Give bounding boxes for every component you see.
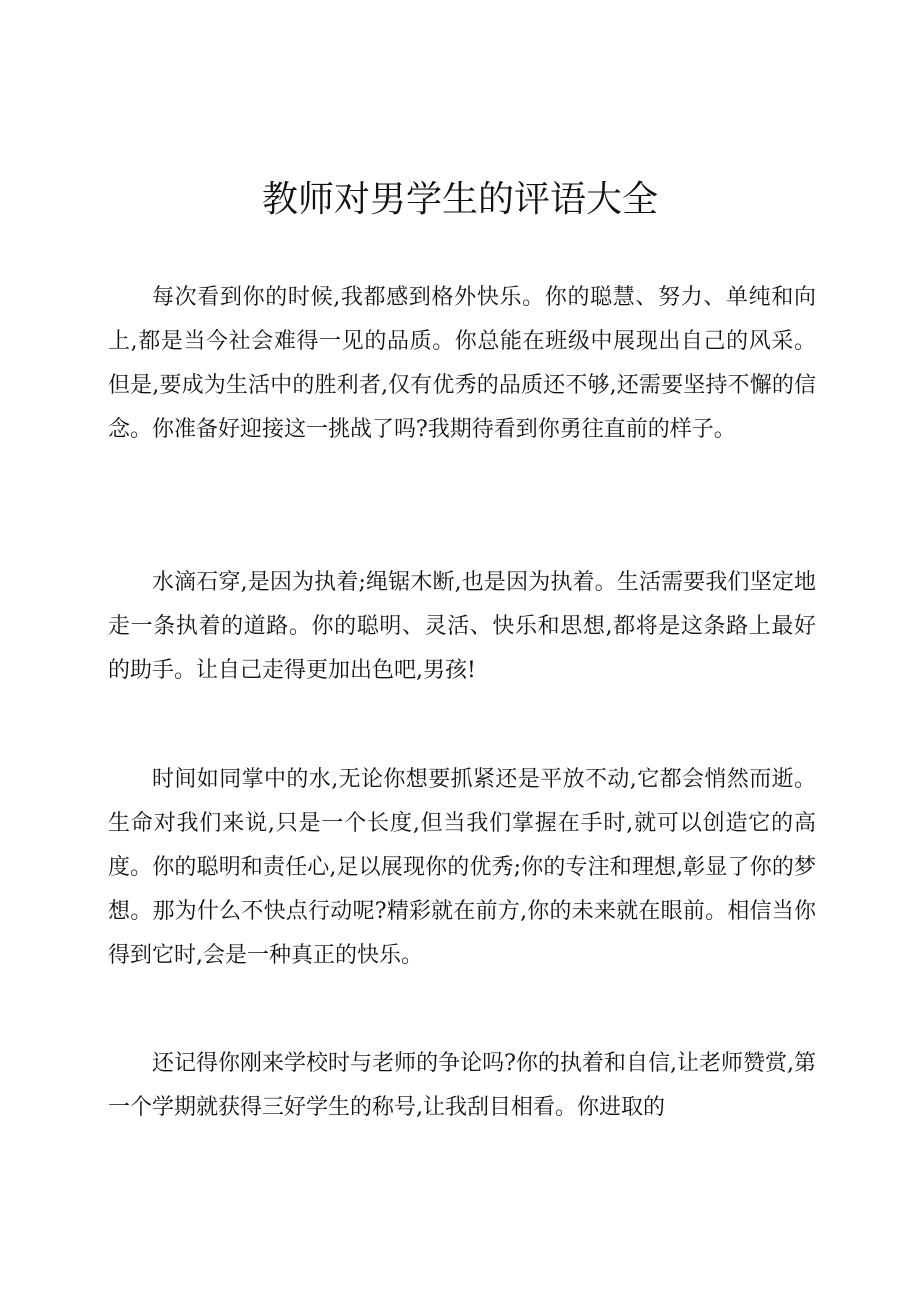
- paragraph-3: 时间如同掌中的水,无论你想要抓紧还是平放不动,它都会悄然而逝。生命对我们来说,只是一个长度,但当我们掌握在手时,就可以创造它的高度。你的聪明和责任心,足以展现你的优秀;你的专注和理想,彰显了你的梦想。那为什么不快点行动呢?精彩就在前方,你的未来就在眼前。相信当你得到它时,会是一种真正的快乐。: [108, 767, 816, 968]
- paragraph-4: 还记得你刚来学校时与老师的争论吗?你的执着和自信,让老师赞赏,第一个学期就获得三好学生的称号,让我刮目相看。你进取的: [108, 1051, 816, 1120]
- paragraph-2: 水滴石穿,是因为执着;绳锯木断,也是因为执着。生活需要我们坚定地走一条执着的道路。你的聪明、灵活、快乐和思想,都将是这条路上最好的助手。让自己走得更加出色吧,男孩!: [108, 570, 816, 683]
- paragraph-1: 每次看到你的时候,我都感到格外快乐。你的聪慧、努力、单纯和向上,都是当今社会难得一见的品质。你总能在班级中展现出自己的风采。但是,要成为生活中的胜利者,仅有优秀的品质还不够,还需要坚持不懈的信念。你准备好迎接这一挑战了吗?我期待看到你勇往直前的样子。: [108, 285, 816, 442]
- document-title: 教师对男学生的评语大全: [261, 179, 658, 220]
